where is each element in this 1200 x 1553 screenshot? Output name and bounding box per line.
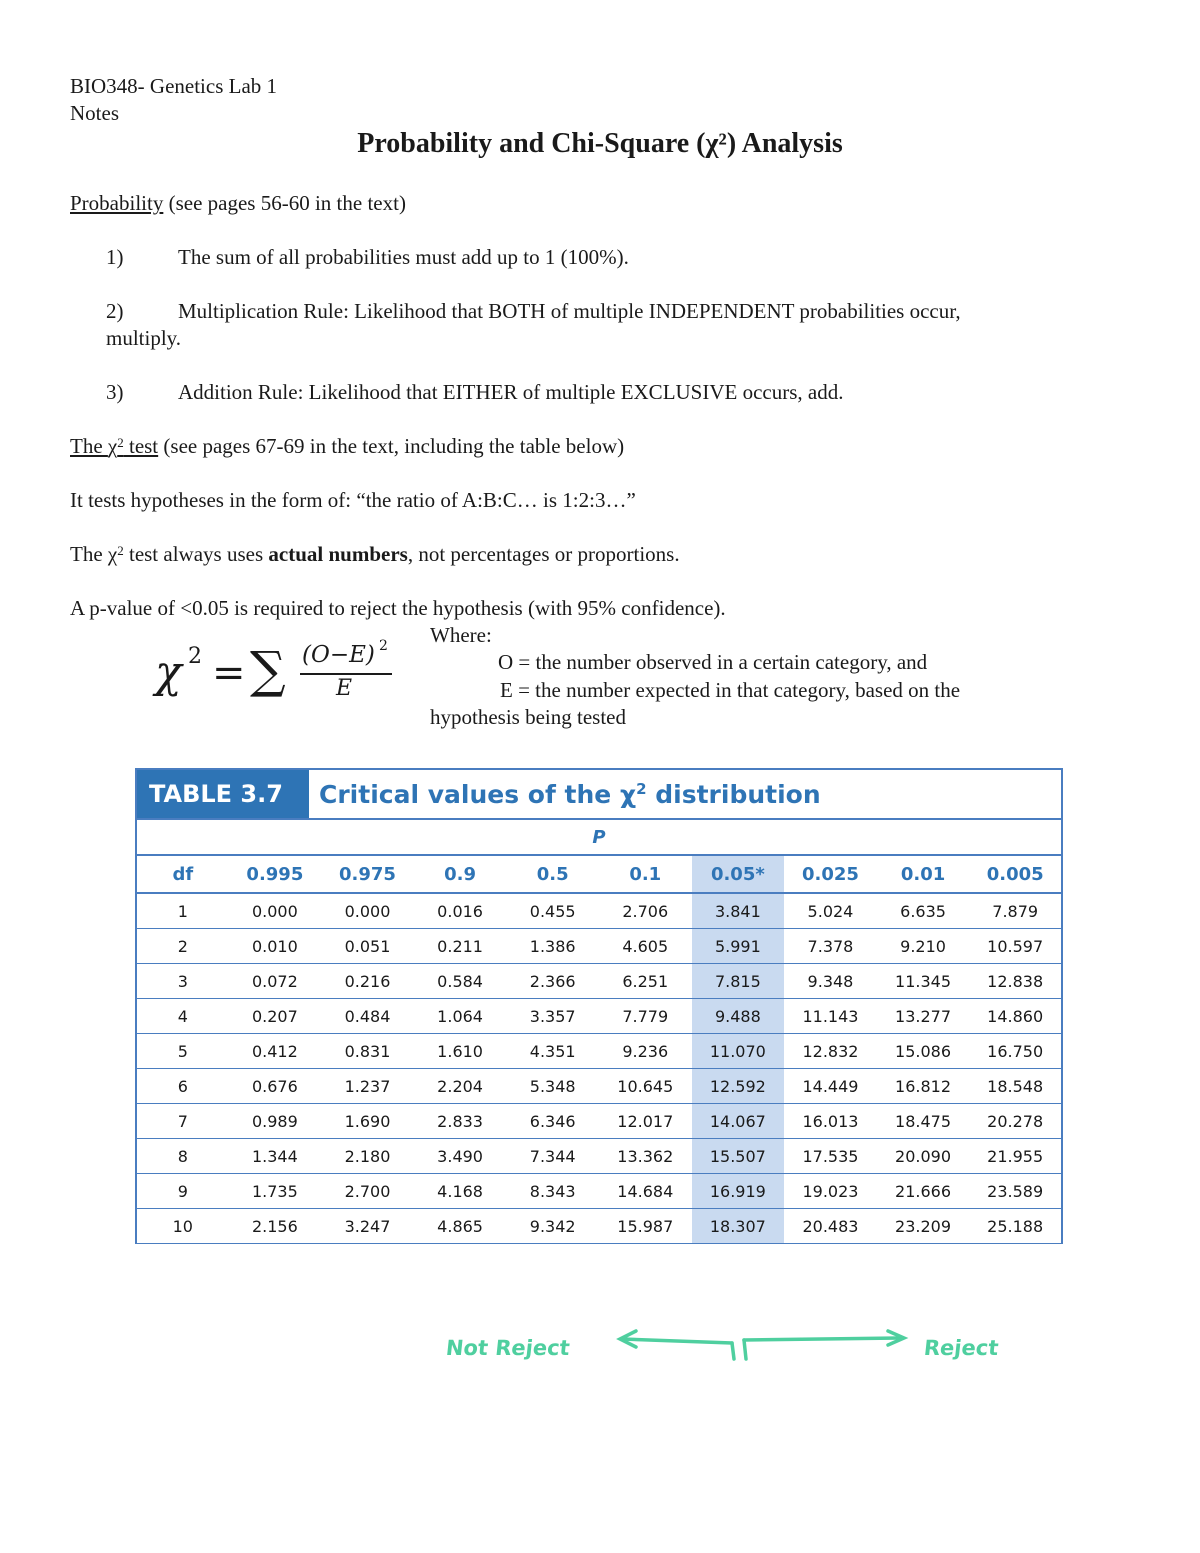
chi-square-formula [150, 640, 410, 710]
critical-value-cell: 5.991 [692, 929, 785, 964]
formula-num-sup: 2 [379, 638, 388, 654]
critical-value-cell: 0.016 [414, 893, 507, 929]
critical-value-cell: 0.051 [321, 929, 414, 964]
critical-values-table [135, 768, 1063, 1244]
table-number: TABLE 3.7 [137, 770, 309, 818]
critical-value-cell: 0.216 [321, 964, 414, 999]
critical-value-cell: 9.236 [599, 1034, 692, 1069]
df-cell: 8 [136, 1139, 229, 1174]
df-header: df [136, 855, 229, 893]
page-title: Probability and Chi-Square (χ²) Analysis [357, 128, 843, 159]
table-row [136, 929, 1062, 964]
prob-item-1-num: 1) [106, 245, 124, 269]
df-cell: 1 [136, 893, 229, 929]
critical-value-cell: 10.645 [599, 1069, 692, 1104]
critical-value-cell: 0.072 [229, 964, 322, 999]
critical-value-cell: 13.277 [877, 999, 970, 1034]
critical-value-cell: 16.812 [877, 1069, 970, 1104]
actual-numbers-emphasis: actual numbers [268, 542, 408, 566]
critical-value-cell: 3.357 [506, 999, 599, 1034]
critical-value-cell: 2.180 [321, 1139, 414, 1174]
critical-value-cell: 9.342 [506, 1209, 599, 1244]
critical-value-cell: 23.589 [969, 1174, 1062, 1209]
critical-value-cell: 0.484 [321, 999, 414, 1034]
table-row [136, 893, 1062, 929]
critical-value-cell: 7.779 [599, 999, 692, 1034]
table-header-bar [135, 768, 1063, 818]
table-column-headers [136, 855, 1062, 893]
critical-value-cell: 6.251 [599, 964, 692, 999]
critical-values-grid [135, 818, 1063, 1244]
critical-value-cell: 0.989 [229, 1104, 322, 1139]
critical-value-cell: 11.143 [784, 999, 877, 1034]
critical-value-cell: 7.344 [506, 1139, 599, 1174]
formula-fraction-bar [300, 673, 392, 675]
table-row [136, 964, 1062, 999]
critical-value-cell: 15.987 [599, 1209, 692, 1244]
critical-value-cell: 4.351 [506, 1034, 599, 1069]
right-tick [744, 1340, 746, 1359]
p-column-header: 0.01 [877, 855, 970, 893]
critical-value-cell: 14.684 [599, 1174, 692, 1209]
critical-value-cell: 1.064 [414, 999, 507, 1034]
prob-item-2-cont: multiply. [106, 326, 182, 350]
formula-numerator: (O−E) [302, 642, 375, 668]
critical-value-cell: 4.168 [414, 1174, 507, 1209]
critical-value-cell: 21.666 [877, 1174, 970, 1209]
prob-item-3-text: Addition Rule: Likelihood that EITHER of multiple EXCLUSIVE occurs, add. [178, 380, 844, 404]
reject-annotation: Reject [922, 1336, 1000, 1360]
expected-definition-cont: hypothesis being tested [430, 705, 626, 729]
expected-definition: E = the number expected in that category, based on the [500, 678, 961, 702]
chi-heading-ref: (see pages 67-69 in the text, including the table below) [158, 434, 625, 458]
critical-value-cell: 7.378 [784, 929, 877, 964]
critical-value-cell: 0.010 [229, 929, 322, 964]
df-cell: 9 [136, 1174, 229, 1209]
course-header: BIO348- Genetics Lab 1 [70, 74, 278, 98]
table-row [136, 999, 1062, 1034]
critical-value-cell: 0.455 [506, 893, 599, 929]
critical-value-cell: 15.086 [877, 1034, 970, 1069]
critical-value-cell: 13.362 [599, 1139, 692, 1174]
p-column-header: 0.995 [229, 855, 322, 893]
prob-item-2-num: 2) [106, 299, 124, 323]
critical-value-cell: 20.278 [969, 1104, 1062, 1139]
formula-chi: χ [155, 647, 182, 698]
notes-label: Notes [70, 101, 119, 125]
p-column-header: 0.1 [599, 855, 692, 893]
table-row [136, 1174, 1062, 1209]
prob-item-2-text: Multiplication Rule: Likelihood that BOTH of multiple INDEPENDENT probabilities occur, [178, 299, 961, 323]
critical-value-cell: 7.879 [969, 893, 1062, 929]
critical-value-cell: 9.348 [784, 964, 877, 999]
critical-value-cell: 2.700 [321, 1174, 414, 1209]
table-row [136, 1034, 1062, 1069]
critical-value-cell: 0.000 [321, 893, 414, 929]
critical-value-cell: 16.013 [784, 1104, 877, 1139]
critical-value-cell: 11.070 [692, 1034, 785, 1069]
p-column-header: 0.975 [321, 855, 414, 893]
table-row [136, 1069, 1062, 1104]
prob-item-3-num: 3) [106, 380, 124, 404]
not-reject-annotation: Not Reject [444, 1336, 571, 1360]
chi-heading-label: The $\chi^2$ test [70, 434, 159, 458]
df-cell: 7 [136, 1104, 229, 1139]
critical-value-cell: 25.188 [969, 1209, 1062, 1244]
df-cell: 4 [136, 999, 229, 1034]
formula-equals: = [212, 650, 246, 696]
critical-value-cell: 10.597 [969, 929, 1062, 964]
p-column-header: 0.5 [506, 855, 599, 893]
formula-sigma: ∑ [250, 641, 286, 699]
critical-value-cell: 0.211 [414, 929, 507, 964]
df-cell: 5 [136, 1034, 229, 1069]
critical-value-cell: 11.345 [877, 964, 970, 999]
critical-value-cell: 4.605 [599, 929, 692, 964]
critical-value-cell: 17.535 [784, 1139, 877, 1174]
critical-value-cell: 8.343 [506, 1174, 599, 1209]
chi-heading [70, 433, 624, 460]
critical-value-cell: 15.507 [692, 1139, 785, 1174]
df-cell: 6 [136, 1069, 229, 1104]
critical-value-cell: 1.610 [414, 1034, 507, 1069]
critical-value-cell: 3.841 [692, 893, 785, 929]
right-arrow-shaft [744, 1338, 900, 1340]
probability-heading [70, 190, 406, 217]
critical-value-cell: 16.750 [969, 1034, 1062, 1069]
df-cell: 3 [136, 964, 229, 999]
critical-value-cell: 9.210 [877, 929, 970, 964]
critical-value-cell: 7.815 [692, 964, 785, 999]
critical-value-cell: 5.348 [506, 1069, 599, 1104]
reject-region-arrows [612, 1326, 912, 1366]
critical-value-cell: 4.865 [414, 1209, 507, 1244]
table-row [136, 1104, 1062, 1139]
df-cell: 10 [136, 1209, 229, 1244]
p-column-header: 0.9 [414, 855, 507, 893]
where-label: Where: [430, 623, 492, 647]
critical-value-cell: 18.548 [969, 1069, 1062, 1104]
p-value-line: A p-value of <0.05 is required to reject the hypothesis (with 95% confidence). [70, 596, 726, 620]
critical-value-cell: 1.386 [506, 929, 599, 964]
critical-value-cell: 14.449 [784, 1069, 877, 1104]
critical-value-cell: 2.366 [506, 964, 599, 999]
critical-value-cell: 16.919 [692, 1174, 785, 1209]
critical-value-cell: 0.412 [229, 1034, 322, 1069]
table-title: Critical values of the $\chi^2$ distribution [319, 780, 821, 809]
hypothesis-form-line: It tests hypotheses in the form of: “the ratio of A:B:C… is 1:2:3…” [70, 488, 636, 512]
table-row [136, 1139, 1062, 1174]
critical-value-cell: 0.831 [321, 1034, 414, 1069]
observed-definition: O = the number observed in a certain category, and [498, 650, 928, 674]
critical-value-cell: 2.833 [414, 1104, 507, 1139]
df-cell: 2 [136, 929, 229, 964]
critical-value-cell: 9.488 [692, 999, 785, 1034]
probability-heading-label: Probability [70, 191, 164, 215]
critical-value-cell: 1.237 [321, 1069, 414, 1104]
critical-value-cell: 23.209 [877, 1209, 970, 1244]
critical-value-cell: 1.344 [229, 1139, 322, 1174]
critical-value-cell: 12.838 [969, 964, 1062, 999]
formula-chi-sup: 2 [188, 644, 202, 669]
critical-value-cell: 6.635 [877, 893, 970, 929]
left-tick [732, 1343, 734, 1359]
critical-value-cell: 1.735 [229, 1174, 322, 1209]
critical-value-cell: 18.307 [692, 1209, 785, 1244]
critical-value-cell: 21.955 [969, 1139, 1062, 1174]
critical-value-cell: 18.475 [877, 1104, 970, 1139]
critical-value-cell: 14.860 [969, 999, 1062, 1034]
critical-value-cell: 0.584 [414, 964, 507, 999]
critical-value-cell: 20.090 [877, 1139, 970, 1174]
critical-value-cell: 19.023 [784, 1174, 877, 1209]
critical-value-cell: 12.592 [692, 1069, 785, 1104]
prob-item-1-text: The sum of all probabilities must add up to 1 (100%). [178, 245, 629, 269]
critical-value-cell: 1.690 [321, 1104, 414, 1139]
p-column-header: 0.025 [784, 855, 877, 893]
critical-value-cell: 3.490 [414, 1139, 507, 1174]
critical-value-cell: 2.706 [599, 893, 692, 929]
left-arrow-shaft [622, 1339, 732, 1343]
critical-value-cell: 0.207 [229, 999, 322, 1034]
critical-value-cell: 12.832 [784, 1034, 877, 1069]
probability-heading-ref: (see pages 56-60 in the text) [163, 191, 406, 215]
critical-value-cell: 2.204 [414, 1069, 507, 1104]
critical-value-cell: 14.067 [692, 1104, 785, 1139]
critical-value-cell: 6.346 [506, 1104, 599, 1139]
critical-value-cell: 3.247 [321, 1209, 414, 1244]
critical-value-cell: 2.156 [229, 1209, 322, 1244]
p-column-header: 0.05* [692, 855, 785, 893]
critical-value-cell: 5.024 [784, 893, 877, 929]
critical-value-cell: 12.017 [599, 1104, 692, 1139]
critical-value-cell: 20.483 [784, 1209, 877, 1244]
actual-numbers-line: The $\chi^2$ test always uses actual numbers, not percentages or proportions. [70, 542, 680, 566]
formula-denominator: E [336, 676, 353, 701]
table-row [136, 1209, 1062, 1244]
p-header: P [136, 819, 1062, 855]
critical-value-cell: 0.000 [229, 893, 322, 929]
p-column-header: 0.005 [969, 855, 1062, 893]
critical-value-cell: 0.676 [229, 1069, 322, 1104]
